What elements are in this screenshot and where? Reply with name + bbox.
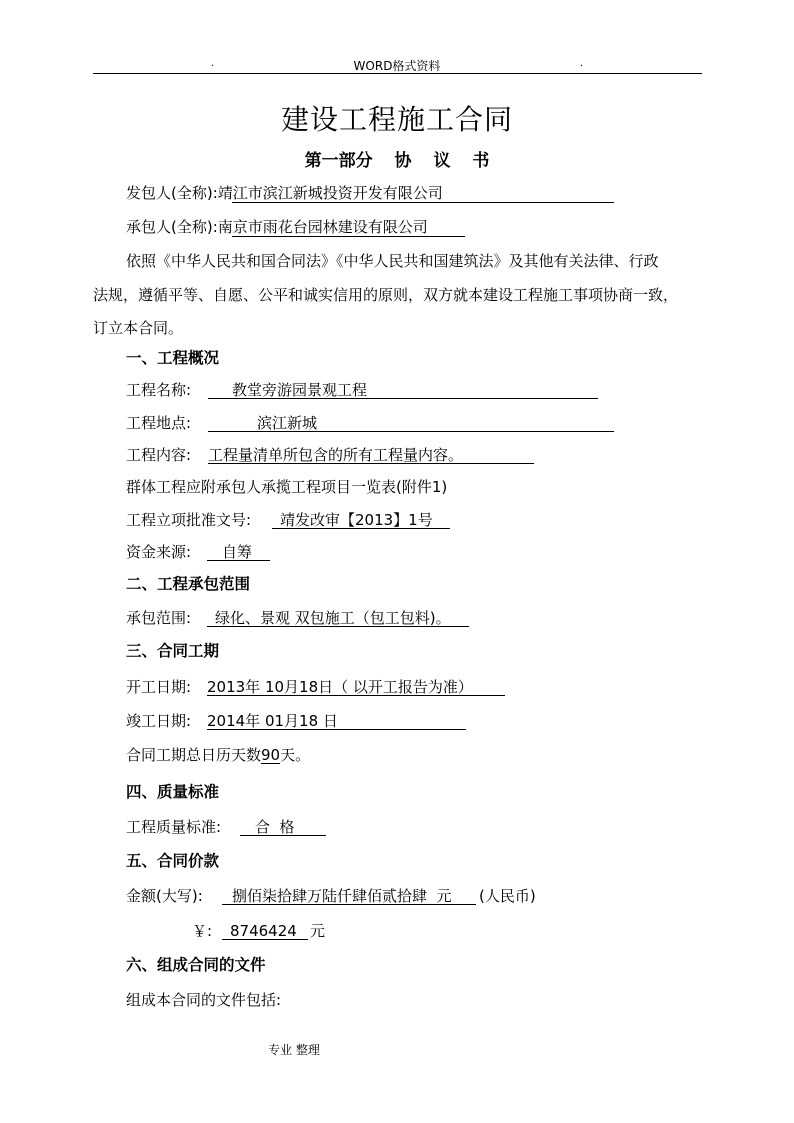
amount-label: 金额(大写): bbox=[126, 887, 203, 905]
fund-source-underline bbox=[207, 560, 270, 561]
end-date-label: 竣工日期: bbox=[126, 712, 192, 730]
scope-value: 绿化、景观 双包施工（包工包料)。 bbox=[215, 609, 451, 627]
approval-value: 靖发改审【2013】1号 bbox=[280, 511, 433, 529]
total-days-value: 90 bbox=[261, 746, 281, 764]
project-name-value: 教堂旁游园景观工程 bbox=[232, 381, 368, 399]
start-date-label: 开工日期: bbox=[126, 678, 192, 696]
yen-label: ￥: bbox=[192, 922, 213, 940]
subtitle-part: 第一部分 bbox=[304, 151, 373, 171]
fund-source-label: 资金来源: bbox=[126, 543, 192, 561]
section-6-heading: 六、组成合同的文件 bbox=[126, 956, 266, 974]
section-2-heading: 二、工程承包范围 bbox=[126, 575, 251, 593]
project-content-underline bbox=[208, 463, 534, 464]
project-name-label: 工程名称: bbox=[126, 381, 192, 399]
employer-label: 发包人(全称): bbox=[126, 184, 218, 202]
header-rule bbox=[93, 73, 702, 74]
section-5-heading: 五、合同价款 bbox=[126, 852, 220, 870]
header-dot-left: . bbox=[211, 58, 215, 69]
quality-underline bbox=[240, 835, 326, 836]
total-days-prefix: 合同工期总日历天数 bbox=[126, 746, 262, 764]
section-4-heading: 四、质量标准 bbox=[126, 783, 220, 801]
start-date-underline bbox=[207, 695, 505, 696]
subtitle-char-3: 书 bbox=[472, 151, 490, 171]
yen-underline bbox=[222, 939, 308, 940]
start-date-value: 2013年 10月18日（ 以开工报告为准） bbox=[207, 678, 473, 696]
employer-underline bbox=[232, 202, 614, 203]
amount-suffix: (人民币) bbox=[479, 887, 536, 905]
contractor-line bbox=[126, 217, 428, 237]
intro-line-3: 订立本合同。 bbox=[93, 319, 184, 337]
project-location-underline bbox=[208, 431, 614, 432]
project-location-label: 工程地点: bbox=[126, 414, 192, 432]
intro-line-2: 法规，遵循平等、自愿、公平和诚实信用的原则，双方就本建设工程施工事项协商一致， bbox=[93, 286, 679, 304]
subtitle-char-2: 议 bbox=[433, 151, 451, 171]
amount-underline bbox=[222, 904, 476, 905]
yen-value: 8746424 bbox=[230, 922, 297, 940]
project-location-value: 滨江新城 bbox=[257, 414, 318, 432]
end-date-underline bbox=[207, 729, 466, 730]
header-dot-right: . bbox=[580, 58, 584, 69]
amount-value: 捌佰柒拾肆万陆仟肆佰贰拾肆 元 bbox=[232, 887, 452, 905]
scope-label: 承包范围: bbox=[126, 609, 192, 627]
project-content-value: 工程量清单所包含的所有工程量内容。 bbox=[208, 446, 464, 464]
quality-label: 工程质量标准: bbox=[126, 818, 222, 836]
yen-suffix: 元 bbox=[310, 922, 326, 940]
scope-underline bbox=[207, 626, 469, 627]
subtitle-char-1: 协 bbox=[394, 151, 412, 171]
section-1-heading: 一、工程概况 bbox=[126, 349, 220, 367]
approval-label: 工程立项批准文号: bbox=[126, 511, 252, 529]
end-date-value: 2014年 01月18 日 bbox=[207, 712, 338, 730]
intro-line-1: 依照《中华人民共和国合同法》《中华人民共和国建筑法》及其他有关法律、行政 bbox=[126, 252, 659, 270]
group-project-line: 群体工程应附承包人承揽工程项目一览表(附件1) bbox=[126, 478, 448, 496]
section-3-heading: 三、合同工期 bbox=[126, 642, 220, 660]
page-header: WORD格式资料 bbox=[353, 59, 441, 73]
contractor-underline bbox=[232, 236, 465, 237]
project-name-underline bbox=[208, 398, 598, 399]
fund-source-value: 自筹 bbox=[222, 543, 253, 561]
total-days-suffix: 天。 bbox=[280, 746, 311, 764]
project-content-label: 工程内容: bbox=[126, 446, 192, 464]
employer-value: 靖江市滨江新城投资开发有限公司 bbox=[217, 184, 443, 202]
document-subtitle bbox=[0, 146, 794, 171]
employer-line bbox=[126, 183, 443, 203]
quality-value: 合 格 bbox=[255, 818, 295, 836]
document-title: 建设工程施工合同 bbox=[280, 103, 513, 136]
approval-underline bbox=[272, 528, 450, 529]
contractor-value: 南京市雨花台园林建设有限公司 bbox=[217, 218, 428, 236]
contractor-label: 承包人(全称): bbox=[126, 218, 218, 236]
section-6-intro: 组成本合同的文件包括: bbox=[126, 991, 282, 1009]
total-days-line bbox=[126, 745, 310, 765]
page-footer: 专业 整理 bbox=[268, 1043, 320, 1057]
